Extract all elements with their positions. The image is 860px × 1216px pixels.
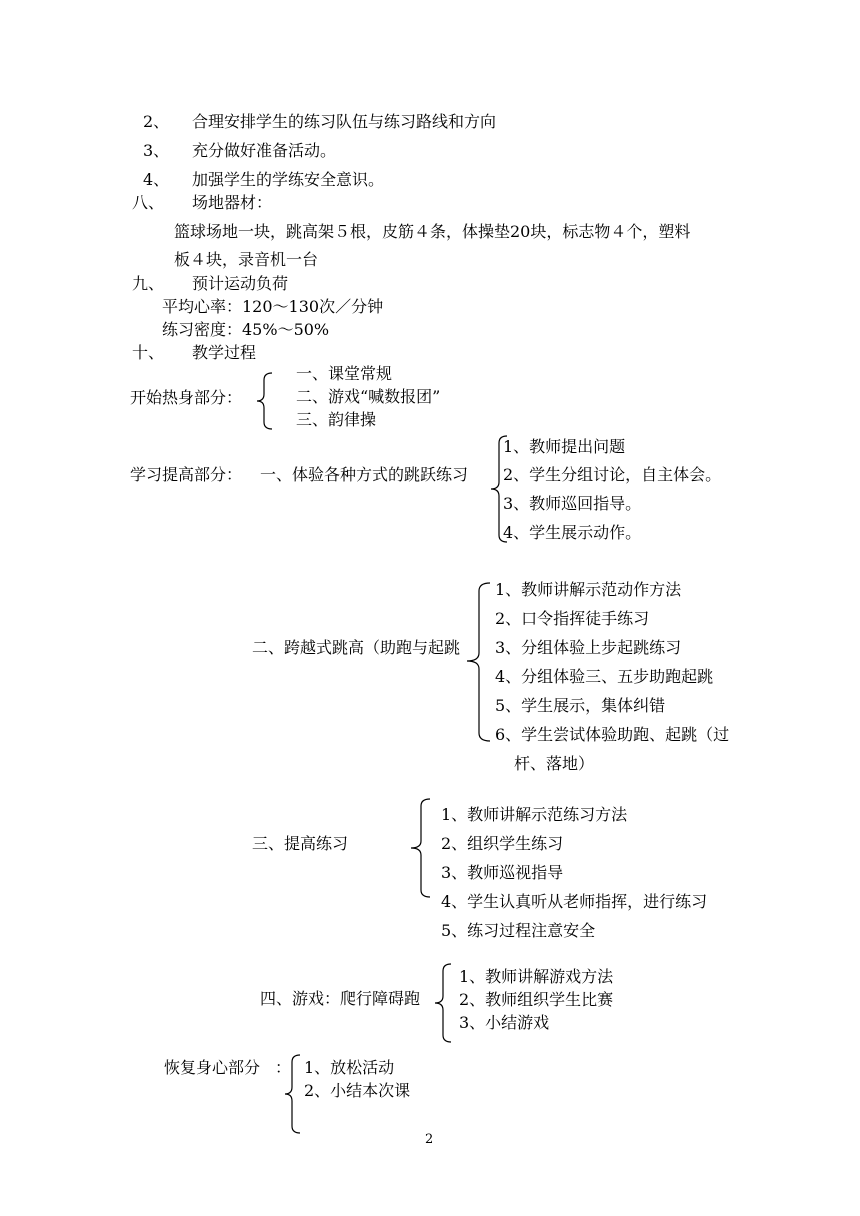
part3-item-2: 2、组织学生练习 bbox=[441, 834, 564, 853]
part4-title: 四、游戏：爬行障碍跑 bbox=[260, 989, 421, 1008]
note-number: 3、 bbox=[143, 141, 170, 160]
part3-item-3: 3、教师巡视指导 bbox=[441, 863, 564, 882]
part4-item-1: 1、教师讲解游戏方法 bbox=[459, 967, 614, 986]
part3-item-5: 5、练习过程注意安全 bbox=[441, 921, 596, 940]
recovery-label: 恢复身心部分 bbox=[164, 1058, 261, 1077]
section-9-title: 预计运动负荷 bbox=[192, 274, 289, 293]
part1-item-1: 1、教师提出问题 bbox=[503, 437, 626, 456]
section-9-number: 九、 bbox=[132, 274, 165, 293]
recovery-colon: ： bbox=[275, 1058, 292, 1077]
heart-rate: 平均心率：120～130次／分钟 bbox=[162, 297, 384, 316]
part3-item-4: 4、学生认真听从老师指挥，进行练习 bbox=[441, 892, 708, 911]
recovery-item-2: 2、小结本次课 bbox=[304, 1081, 411, 1100]
note-number: 4、 bbox=[143, 170, 170, 189]
part2-item-6: 6、学生尝试体验助跑、起跳（过 bbox=[495, 725, 730, 744]
warmup-item-2: 二、游戏“喊数报团” bbox=[296, 387, 441, 406]
section-8-title: 场地器材： bbox=[192, 193, 273, 212]
part2-item-4: 4、分组体验三、五步助跑起跳 bbox=[495, 667, 714, 686]
part4-brace bbox=[434, 963, 454, 1043]
part1-title: 一、体验各种方式的跳跃练习 bbox=[260, 465, 469, 484]
note-text: 加强学生的学练安全意识。 bbox=[192, 170, 385, 189]
note-text: 充分做好准备活动。 bbox=[192, 141, 337, 160]
exercise-density: 练习密度：45%～50% bbox=[162, 320, 330, 339]
part1-item-4: 4、学生展示动作。 bbox=[503, 523, 642, 542]
part2-item-3: 3、分组体验上步起跳练习 bbox=[495, 638, 682, 657]
recovery-brace bbox=[284, 1054, 304, 1134]
part2-item-2: 2、口令指挥徒手练习 bbox=[495, 609, 650, 628]
part2-item-5: 5、学生展示，集体纠错 bbox=[495, 696, 666, 715]
warmup-item-1: 一、课堂常规 bbox=[296, 364, 393, 383]
part1-item-2: 2、学生分组讨论，自主体会。 bbox=[503, 465, 722, 484]
part2-item-6-continued: 杆、落地） bbox=[514, 754, 595, 773]
recovery-item-1: 1、放松活动 bbox=[304, 1058, 395, 1077]
part2-item-1: 1、教师讲解示范动作方法 bbox=[495, 580, 682, 599]
section-10-title: 教学过程 bbox=[192, 343, 257, 362]
learning-label: 学习提高部分： bbox=[130, 465, 243, 484]
part3-brace bbox=[410, 798, 434, 898]
page-number: 2 bbox=[425, 1132, 434, 1147]
section-8-number: 八、 bbox=[132, 193, 165, 212]
part4-item-3: 3、小结游戏 bbox=[459, 1013, 550, 1032]
warmup-label: 开始热身部分： bbox=[130, 388, 243, 407]
part4-item-2: 2、教师组织学生比赛 bbox=[459, 990, 614, 1009]
note-number: 2、 bbox=[143, 112, 170, 131]
equipment-line-2: 板４块，录音机一台 bbox=[174, 250, 319, 269]
note-text: 合理安排学生的练习队伍与练习路线和方向 bbox=[192, 112, 497, 131]
equipment-line-1: 篮球场地一块，跳高架５根，皮筋４条，体操垫20块，标志物４个，塑料 bbox=[174, 222, 691, 241]
part3-item-1: 1、教师讲解示范练习方法 bbox=[441, 805, 628, 824]
part2-title: 二、跨越式跳高（助跑与起跳 bbox=[252, 638, 461, 657]
part3-title: 三、提高练习 bbox=[252, 834, 349, 853]
section-10-number: 十、 bbox=[132, 343, 165, 362]
part1-item-3: 3、教师巡回指导。 bbox=[503, 494, 642, 513]
warmup-brace bbox=[256, 372, 276, 430]
part2-brace bbox=[466, 582, 494, 742]
warmup-item-3: 三、韵律操 bbox=[296, 410, 377, 429]
